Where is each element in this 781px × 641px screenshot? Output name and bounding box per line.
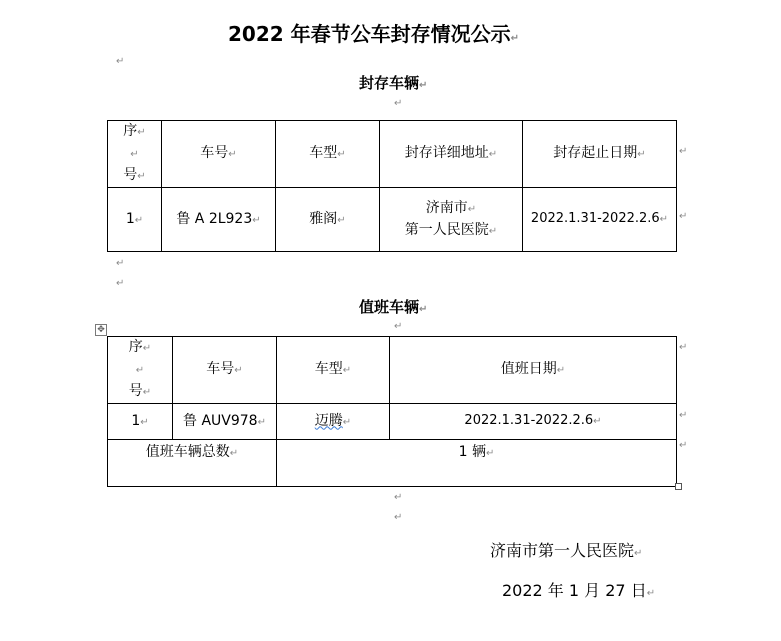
signature-organization: 济南市第一人民医院↵: [490, 541, 643, 560]
cell-period: 2022.1.31-2022.2.6↵: [390, 404, 677, 440]
paragraph-mark: ↵: [116, 258, 125, 269]
cell-period: 2022.1.31-2022.2.6↵: [523, 188, 677, 252]
duty-vehicles-table: [107, 336, 677, 487]
paragraph-mark: ↵: [116, 56, 125, 67]
table-total-row: [108, 440, 677, 487]
table-move-handle-icon[interactable]: ✥: [95, 324, 107, 336]
section-title-sealed: 封存车辆↵: [359, 74, 428, 92]
paragraph-mark: ↵: [394, 98, 403, 109]
table-row: [108, 188, 677, 252]
row-end-mark: ↵: [679, 146, 688, 157]
header-plate: 车号↵: [162, 121, 276, 188]
cell-seq: 1↵: [108, 188, 162, 252]
section-title-duty: 值班车辆↵: [359, 298, 428, 316]
row-end-mark: ↵: [679, 342, 688, 353]
header-period: 值班日期↵: [390, 337, 677, 404]
header-seq: 序↵ ↵ 号↵: [108, 121, 162, 188]
signature-date: 2022 年 1 月 27 日↵: [502, 581, 656, 600]
table-header-row: [108, 337, 677, 404]
paragraph-mark: ↵: [116, 278, 125, 289]
table-resize-handle[interactable]: [675, 483, 682, 490]
cell-address: 济南市↵ 第一人民医院↵: [380, 188, 523, 252]
row-end-mark: ↵: [679, 410, 688, 421]
cell-seq: 1↵: [108, 404, 173, 440]
document-title: 2022 年春节公车封存情况公示↵: [228, 22, 520, 46]
total-label-cell: 值班车辆总数↵: [108, 440, 277, 487]
header-plate: 车号↵: [173, 337, 277, 404]
header-period: 封存起止日期↵: [523, 121, 677, 188]
cell-model: 雅阁↵: [276, 188, 380, 252]
paragraph-mark: ↵: [394, 512, 403, 523]
cell-plate: 鲁 AUV978↵: [173, 404, 277, 440]
paragraph-mark: ↵: [394, 321, 403, 332]
sealed-vehicles-table: [107, 120, 677, 252]
table-row: [108, 404, 677, 440]
row-end-mark: ↵: [679, 211, 688, 222]
header-address: 封存详细地址↵: [380, 121, 523, 188]
cell-model: 迈腾↵: [277, 404, 390, 440]
paragraph-mark: ↵: [394, 492, 403, 503]
header-model: 车型↵: [277, 337, 390, 404]
table-header-row: [108, 121, 677, 188]
header-seq: 序↵ ↵ 号↵: [108, 337, 173, 404]
total-value-cell: 1 辆↵: [277, 440, 677, 487]
header-model: 车型↵: [276, 121, 380, 188]
cell-plate: 鲁 A 2L923↵: [162, 188, 276, 252]
row-end-mark: ↵: [679, 440, 688, 451]
